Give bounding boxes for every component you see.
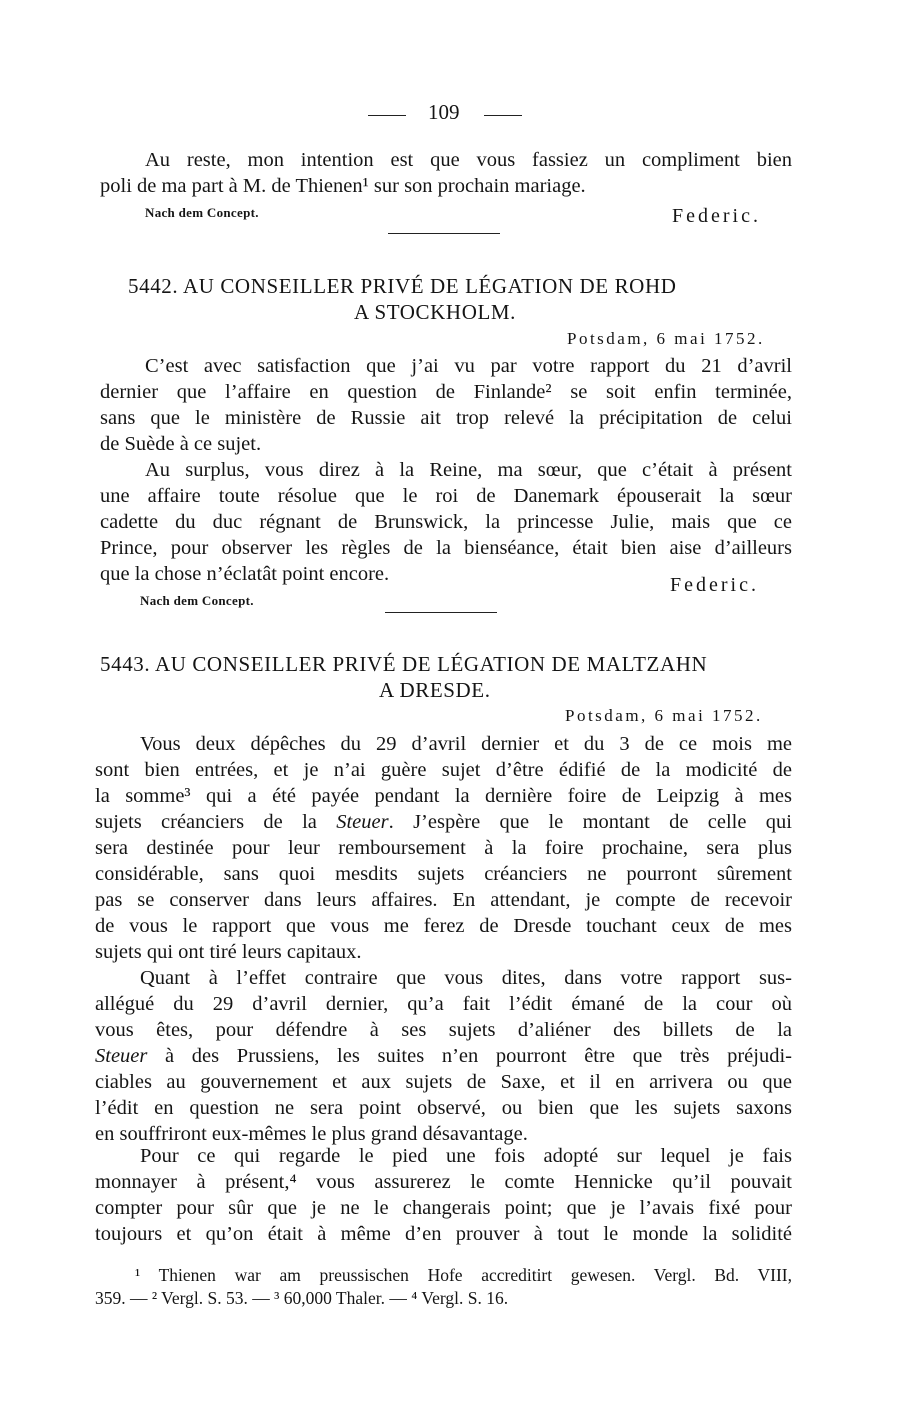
footnote: 359. — ² Vergl. S. 53. — ³ 60,000 Thaler. — ⁴ Vergl. S. 16. <box>95 1288 509 1308</box>
text-line: vous êtes, pour défendre à ses sujets d’aliéner des billets de la <box>95 1019 792 1041</box>
text-line: allégué du 29 d’avril dernier, qu’a fait l’édit émané de la cour où <box>95 993 792 1015</box>
text-line: monnayer à présent,⁴ vous assurerez le comte Hennicke qu’il pouvait <box>95 1171 792 1193</box>
italic-term: Steuer <box>95 1045 148 1067</box>
text-line: Au surplus, vous direz à la Reine, ma sœur, que c’était à présent <box>145 459 792 481</box>
page-number-rule-right <box>484 115 522 116</box>
text-line: de Suède à ce sujet. <box>100 433 262 455</box>
source-note: Nach dem Concept. <box>145 205 259 220</box>
footnote: ¹ Thienen war am preussischen Hofe accreditirt gewesen. Vergl. Bd. VIII, <box>135 1265 792 1285</box>
italic-term: Steuer <box>336 811 389 833</box>
source-note: Nach dem Concept. <box>140 593 254 608</box>
text-line: sans que le ministère de Russie ait trop relevé la précipitation de celui <box>100 407 792 429</box>
section-divider <box>388 233 500 234</box>
signature: Federic. <box>670 574 759 596</box>
text-line: sujets créanciers de la Steuer. J’espère que le montant de celle qui <box>95 811 792 833</box>
text-line: de vous le rapport que vous me ferez de Dresde touchant ceux de mes <box>95 915 792 937</box>
page-number: 109 <box>428 100 460 124</box>
letter-heading-line2: A STOCKHOLM. <box>354 300 517 324</box>
text-line: sujets qui ont tiré leurs capitaux. <box>95 941 362 963</box>
text-line: ciables au gouvernement et aux sujets de Saxe, et il en arrivera ou que <box>95 1071 792 1093</box>
text-line: toujours et qu’on était à même d’en prouver à tout le monde la solidité <box>95 1223 792 1245</box>
page-number-rule-left <box>368 115 406 116</box>
dateline: Potsdam, 6 mai 1752. <box>567 329 765 348</box>
letter-heading-line2: A DRESDE. <box>379 678 491 702</box>
text-line: sont bien entrées, et je n’ai guère sujet d’être édifié de la modicité de <box>95 759 792 781</box>
text-line: que la chose n’éclatât point encore. <box>100 563 390 585</box>
letter-heading: 5442. AU CONSEILLER PRIVÉ DE LÉGATION DE ROHD <box>128 274 677 298</box>
text-line: Au reste, mon intention est que vous fassiez un compliment bien <box>145 149 792 171</box>
text-line: sera destinée pour leur remboursement à la foire prochaine, sera plus <box>95 837 792 859</box>
section-divider <box>385 612 497 613</box>
dateline: Potsdam, 6 mai 1752. <box>565 706 763 725</box>
text-line: Prince, pour observer les règles de la bienséance, était bien aise d’ailleurs <box>100 537 792 559</box>
text-line: considérable, sans quoi mesdits sujets créanciers ne pourront sûrement <box>95 863 792 885</box>
text-line: pas se conserver dans leurs affaires. En attendant, je compte de recevoir <box>95 889 792 911</box>
letter-heading: 5443. AU CONSEILLER PRIVÉ DE LÉGATION DE MALTZAHN <box>100 652 708 676</box>
text-line: Quant à l’effet contraire que vous dites, dans votre rapport sus- <box>140 967 792 989</box>
text-line: Steuer à des Prussiens, les suites n’en pourront être que très préjudi- <box>95 1045 792 1067</box>
text-line: poli de ma part à M. de Thienen¹ sur son prochain mariage. <box>100 175 586 197</box>
signature: Federic. <box>672 205 761 227</box>
text-line: compter pour sûr que je ne le changerais point; que je l’avais fixé pour <box>95 1197 792 1219</box>
text-line: en souffriront eux-mêmes le plus grand désavantage. <box>95 1123 528 1145</box>
text-line: dernier que l’affaire en question de Finlande² se soit enfin terminée, <box>100 381 792 403</box>
text-line: Vous deux dépêches du 29 d’avril dernier et du 3 de ce mois me <box>140 733 792 755</box>
text-line: C’est avec satisfaction que j’ai vu par votre rapport du 21 d’avril <box>145 355 792 377</box>
text-line: une affaire toute résolue que le roi de Danemark épouserait la sœur <box>100 485 792 507</box>
text-line: cadette du duc régnant de Brunswick, la princesse Julie, mais que ce <box>100 511 792 533</box>
text-line: Pour ce qui regarde le pied une fois adopté sur lequel je fais <box>140 1145 792 1167</box>
text-line: l’édit en question ne sera point observé, ou bien que les sujets saxons <box>95 1097 792 1119</box>
text-line: la somme³ qui a été payée pendant la dernière foire de Leipzig à mes <box>95 785 792 807</box>
